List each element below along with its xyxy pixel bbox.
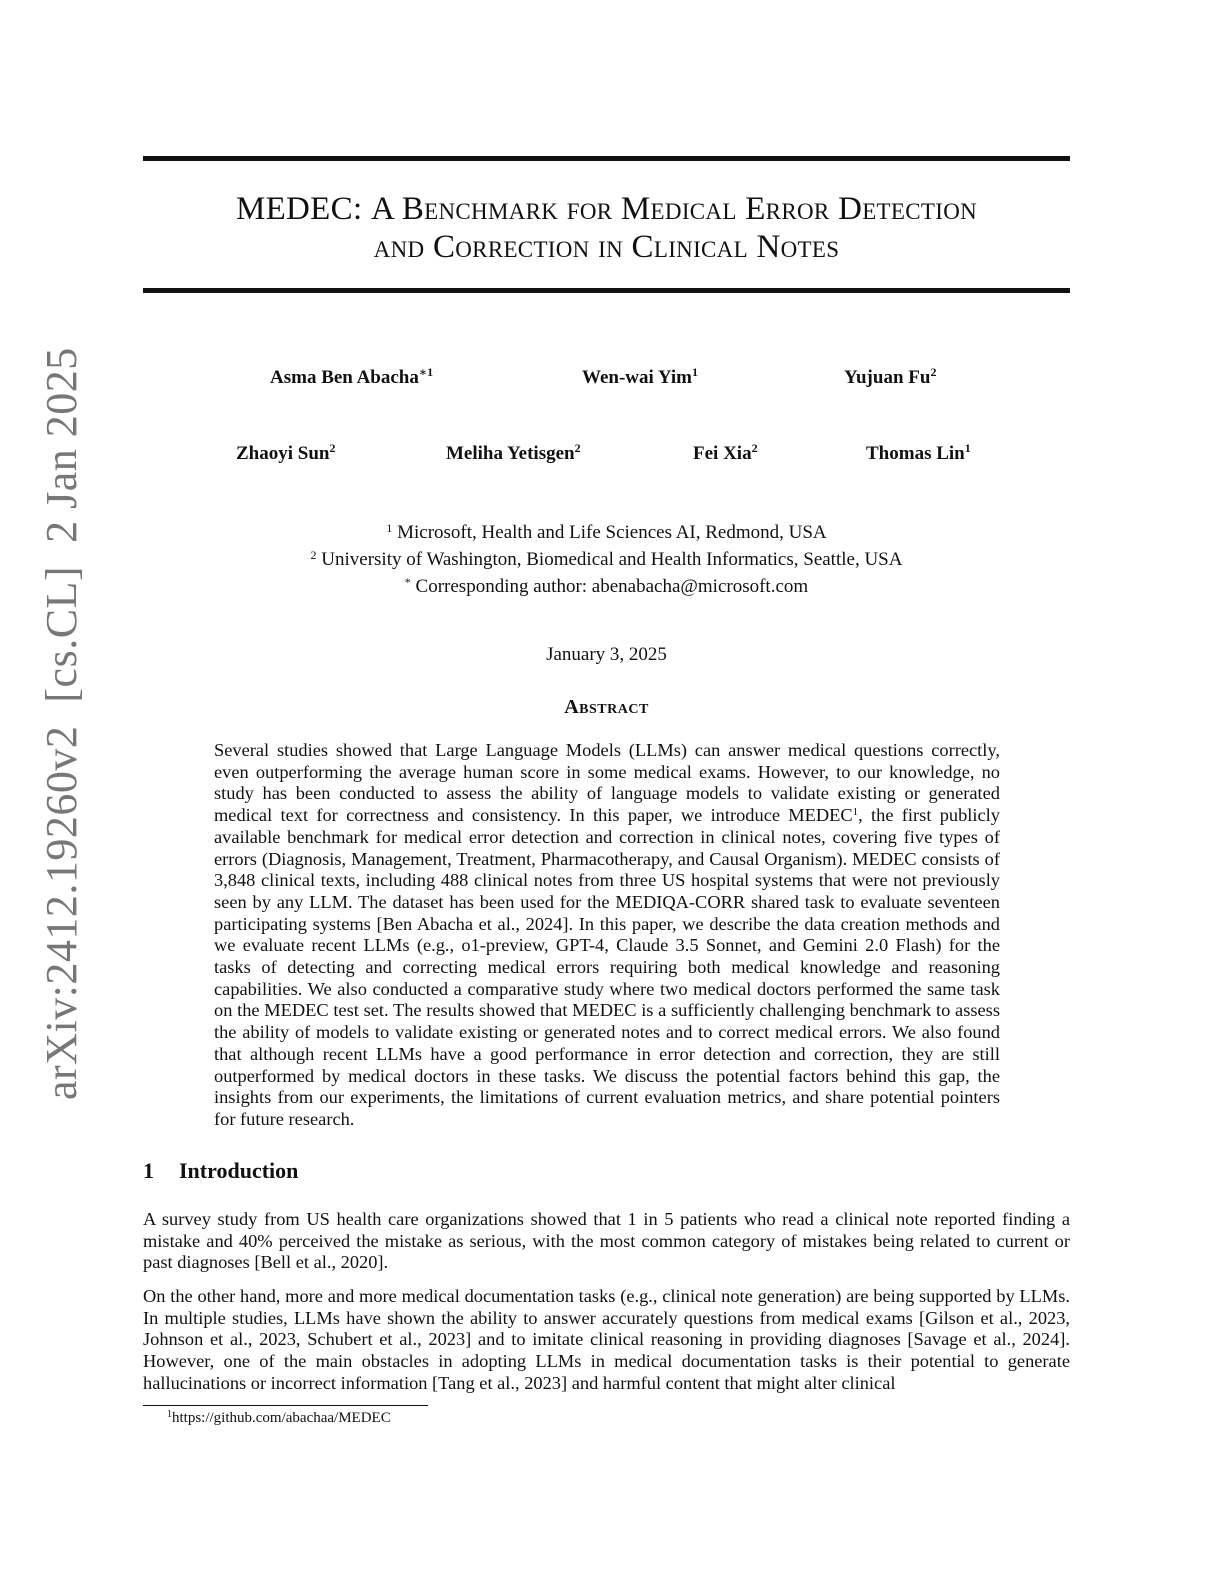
paper-title [143,190,1070,266]
title-line-1 [143,190,1070,228]
abstract-heading: Abstract [564,696,649,718]
author-name: Fei Xia [693,443,752,464]
corresponding-author [143,571,1070,598]
author-affiliation-mark: ∗1 [418,365,434,379]
title-bottom-rule [143,288,1070,293]
section-number: 1 [143,1158,154,1183]
footnote-mark: 1 [167,1409,172,1420]
affiliation-mark: 1 [386,521,393,535]
abstract-body [214,740,1000,1131]
footnote-link[interactable]: https://github.com/abachaa/MEDEC [172,1410,391,1426]
author-affiliation-mark: 2 [930,365,937,379]
author-name: Wen-wai Yim [582,367,692,388]
author-affiliation-mark: 2 [751,441,758,455]
author-affiliation-mark: 1 [691,365,698,379]
author-name: Yujuan Fu [844,367,931,388]
footnote-rule [143,1405,428,1406]
author-affiliation-mark: 2 [329,441,336,455]
abstract-text-part-1: Several studies showed that Large Language Models (LLMs) can answer medical questions correctly, even outperforming the average human score in some medical exams. However, to our knowledge, no study has been conducted to assess the ability of language models to validate existing or generated medical text for correctness and consistency. In this paper, we introduce MEDEC [214,740,1000,826]
affiliation-mark: * [404,575,411,589]
affiliation-text: Corresponding author: abenabacha@microsoft.com [410,576,809,597]
affiliation-text: Microsoft, Health and Life Sciences AI, Redmond, USA [392,522,827,543]
footnote-reference: 1 [852,806,859,819]
author-7 [866,441,971,465]
author-2 [582,365,698,389]
author-name: Thomas Lin [866,443,965,464]
author-6 [693,441,758,465]
section-heading-introduction [143,1158,298,1184]
section-title: Introduction [179,1158,299,1183]
author-5 [446,441,581,465]
author-3 [844,365,936,389]
author-affiliation-mark: 1 [964,441,971,455]
title-line-1-part-a: MEDEC: [235,191,371,227]
affiliation-2 [143,544,1070,571]
author-name: Meliha Yetisgen [446,443,575,464]
title-top-rule [143,156,1070,161]
abstract-text-part-2: , the first publicly available benchmark for medical error detection and correction in clinical notes, covering five types of errors (Diagnosis, Management, Treatment, Pharmacotherapy, and Causal Organism). MEDEC consists of 3,848 clinical texts, including 488 clinical notes from three US hospital systems that were not previously seen by any LLM. The dataset has been used for the MEDIQA-CORR shared task to evaluate seventeen participating systems [Ben Abacha et al., 2024]. In this paper, we describe the data creation methods and we evaluate recent LLMs (e.g., o1-preview, GPT-4, Claude 3.5 Sonnet, and Gemini 2.0 Flash) for the tasks of detecting and correcting medical errors requiring both medical knowledge and reasoning capabilities. We also conducted a comparative study where two medical doctors performed the same task on the MEDEC test set. The results showed that MEDEC is a sufficiently challenging benchmark to assess the ability of models to validate existing or generated notes and to correct medical errors. We also found that although recent LLMs have a good performance in error detection and correction, they are still outperformed by medical doctors in these tasks. We discuss the potential factors behind this gap, the insights from our experiments, the limitations of current evaluation metrics, and share potential pointers for future research. [214,805,1000,1129]
title-line-1-part-b: A Benchmark for Medical Error Detection [370,191,978,227]
author-1 [270,365,433,389]
affiliation-text: University of Washington, Biomedical and Health Informatics, Seattle, USA [316,549,903,570]
author-name: Zhaoyi Sun [236,443,330,464]
title-line-2: and Correction in Clinical Notes [373,229,840,265]
arxiv-identifier-stamp: arXiv:2412.19260v2 [cs.CL] 2 Jan 2025 [37,347,86,1100]
intro-paragraph-1: A survey study from US health care organizations showed that 1 in 5 patients who read a clinical note reported finding a mistake and 40% perceived the mistake as serious, with the most common category of mistakes being related to current or past diagnoses [Bell et al., 2020]. [143,1209,1070,1273]
footnote [167,1409,391,1427]
author-affiliation-mark: 2 [574,441,581,455]
author-name: Asma Ben Abacha [270,367,419,388]
publication-date: January 3, 2025 [546,644,667,665]
affiliations [143,517,1070,598]
intro-paragraph-2: On the other hand, more and more medical documentation tasks (e.g., clinical note generation) are being supported by LLMs. In multiple studies, LLMs have shown the ability to answer accurately questions from medical exams [Gilson et al., 2023, Johnson et al., 2023, Schubert et al., 2023] and to imitate clinical reasoning in providing diagnoses [Savage et al., 2024]. However, one of the main obstacles in adopting LLMs in medical documentation tasks is their potential to generate hallucinations or incorrect information [Tang et al., 2023] and harmful content that might alter clinical [143,1286,1070,1393]
affiliation-1 [143,517,1070,544]
author-4 [236,441,335,465]
affiliation-mark: 2 [310,548,317,562]
